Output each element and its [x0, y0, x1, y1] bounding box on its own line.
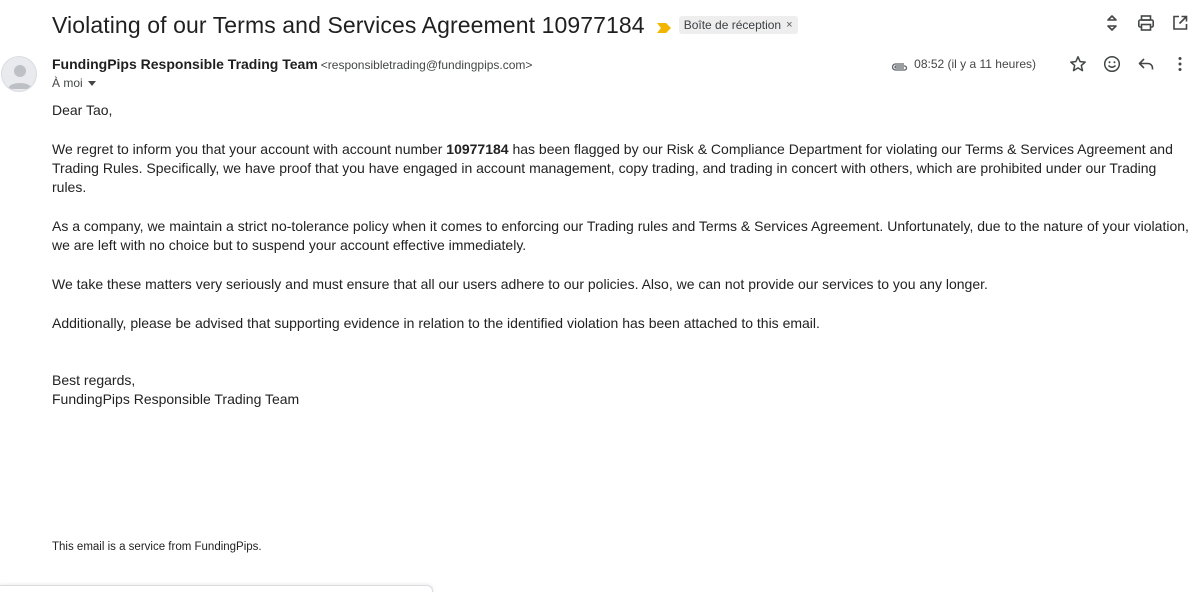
remove-label-button[interactable]: × — [786, 19, 793, 31]
recipient-row — [52, 76, 97, 90]
message-body — [52, 101, 1192, 409]
label-chip-text: Boîte de réception — [683, 18, 782, 32]
emoji-reaction-icon[interactable] — [1102, 54, 1122, 74]
sender-avatar[interactable] — [1, 56, 37, 92]
paragraph-3: We take these matters very seriously and must ensure that all our users adhere to our policies. Also, we can not provide our services to you any longer. — [52, 276, 988, 292]
signature: FundingPips Responsible Trading Team — [52, 391, 300, 407]
attachment-icon — [891, 59, 909, 69]
subject-row — [52, 8, 798, 42]
paragraph-1 — [52, 140, 1192, 197]
paragraph-2: As a company, we maintain a strict no-tolerance policy when it comes to enforcing our Trading rules and Terms & Services Agreement. Unfortunately, due to the nature of your violation, we are left with no choice but to suspend your account effective immediately. — [52, 218, 1189, 253]
thread-actions — [1102, 13, 1190, 33]
sender-email: <responsibletrading@fundingpips.com> — [320, 58, 533, 72]
sender-name[interactable]: FundingPips Responsible Trading Team — [52, 56, 318, 72]
expand-all-icon[interactable] — [1102, 13, 1122, 33]
reply-icon[interactable] — [1136, 54, 1156, 74]
greeting: Dear Tao, — [52, 102, 113, 118]
message-timestamp: 08:52 (il y a 11 heures) — [914, 57, 1036, 71]
inbox-label-chip[interactable] — [679, 16, 798, 34]
importance-marker-icon[interactable] — [657, 20, 671, 30]
sender-row — [52, 56, 532, 72]
bottom-panel-edge — [0, 585, 433, 592]
paragraph-1-end: has been flagged by our Risk & Compliance Department for violating our Terms & Services Agreement and Trading Rules. Specifically, we have proof that you have engaged in account management, copy trading, and trading in concert with others, which are prohibited under our Trading rules. — [52, 141, 1173, 195]
person-icon — [2, 57, 37, 92]
email-footer: This email is a service from FundingPips. — [52, 541, 262, 553]
more-vert-icon[interactable] — [1170, 54, 1190, 74]
paragraph-4: Additionally, please be advised that supporting evidence in relation to the identified violation has been attached to this email. — [52, 315, 820, 331]
open-in-new-window-icon[interactable] — [1170, 13, 1190, 33]
message-meta — [891, 54, 1190, 74]
signoff: Best regards, — [52, 372, 136, 388]
email-subject: Violating of our Terms and Services Agreement 10977184 — [52, 11, 645, 38]
print-icon[interactable] — [1136, 13, 1156, 33]
paragraph-1-start: We regret to inform you that your account with account number — [52, 141, 447, 157]
account-number: 10977184 — [446, 141, 509, 157]
star-icon[interactable] — [1068, 54, 1088, 74]
chevron-down-icon[interactable] — [87, 78, 97, 88]
recipient-label: À moi — [52, 76, 83, 90]
